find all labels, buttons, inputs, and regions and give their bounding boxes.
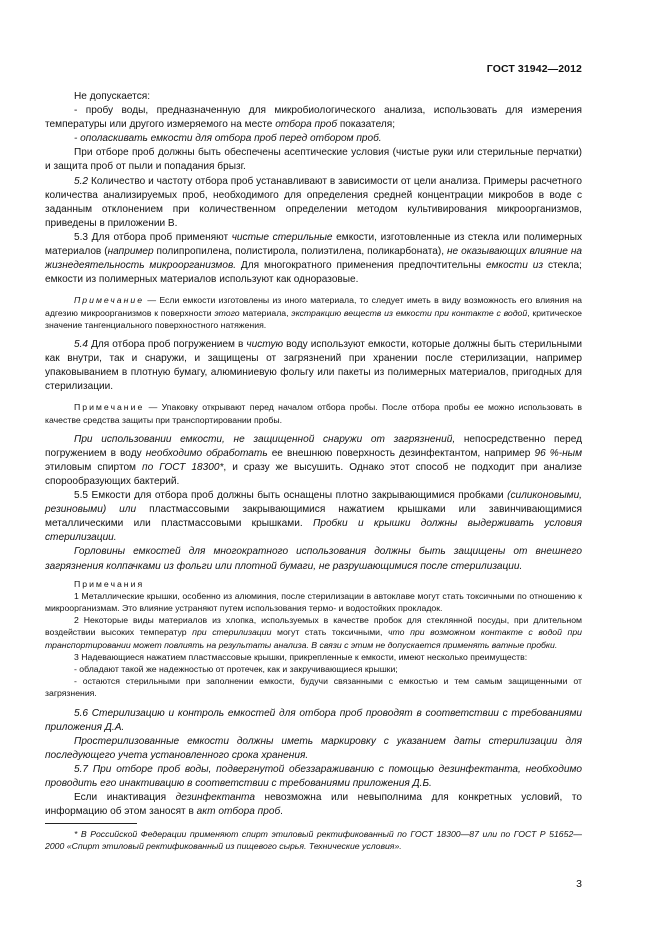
clause-5-4-unprotected: При использовании емкости, не защищенной снаружи от загрязнений, непосредственно перед погружением в воду необходимо обработать ее внешнюю поверхность дезинфектантом, например 96 %-ным этиловым спиртом по ГОСТ 18300*, и сразу же высушить. Однако этот способ не подходит при анализе спорообразующих бактерий.: [45, 433, 583, 487]
prohibited-heading: Не допускается:: [74, 91, 151, 102]
clause-5-4: 5.4 Для отбора проб погружением в чистую воду используют емкости, которые должны быть стерильными как внутри, так и снаружи, и защищены от загрязнений при хранении после стерилизации, например упаковыванием в плотную бумагу, алюминиевую фольгу или пакеты из полимерных материалов, пригодных для стерилизации.: [45, 338, 582, 393]
clause-5-7: 5.7 При отборе проб воды, подвергнутой обеззараживанию с помощью дезинфектанта, необходимо проводить его инактивацию в соответствии с требованиями приложения Д.Б.: [45, 764, 582, 790]
note-5-3: Примечание — Если емкости изготовлены из иного материала, то следует иметь в виду возможность его влияния на адгезию микроорганизмов к поверхности этого материала, экстракцию веществ из емкости при контакте с водой, критическое значение тангенциального поверхностного натяжения.: [45, 295, 582, 330]
clause-5-5: 5.5 Емкости для отбора проб должны быть оснащены плотно закрывающимися пробками (силиконовыми, резиновыми) или пластмассовыми закрывающимися нажатием крышками или завинчивающимися металлическими или пластмассовыми крышками. Пробки и крышки должны выдерживать условия стерилизации.: [45, 490, 583, 544]
page-number: 3: [576, 878, 582, 890]
prohibited-item-2: - ополаскивать емкости для отбора проб перед отбором проб.: [74, 133, 382, 145]
note-5-5-3-item-a: - обладают такой же надежностью от протечек, как и закручивающиеся крышки;: [74, 664, 398, 675]
standard-code-header: ГОСТ 31942—2012: [486, 63, 582, 75]
clause-5-5-necks: Горловины емкостей для многократного использования должны быть защищены от внешнего загрязнения колпачками из фольги или плотной бумаги, не разрушающимися после стерилизации.: [45, 546, 582, 572]
aseptic-conditions-paragraph: При отборе проб должны быть обеспечены асептические условия (чистые руки или стерильные перчатки) и защита проб от пыли и попадания брызг.: [45, 147, 582, 173]
clause-5-2: 5.2 Количество и частоту отбора проб устанавливают в зависимости от цели анализа. Примеры расчетного количества анализируемых проб, необходимого для определения средней концентрации микробов в воде с заданным отклонением при количественном определении методом культивирования микроорганизмов, приведены в приложении В.: [45, 175, 582, 229]
prohibited-item-1: - пробу воды, предназначенную для микробиологического анализа, использовать для измерения температуры или другого измеряемого на месте отбора проб показателя;: [45, 105, 582, 131]
page-content: [45, 90, 582, 819]
note-5-4: Примечание — Упаковку открывают перед началом отбора пробы. После отбора пробы ее можно использовать в качестве средства защиты при транспортировании пробы.: [45, 402, 582, 425]
clause-5-3: 5.3 Для отбора проб применяют чистые стерильные емкости, изготовленные из стекла или полимерных материалов (например полипропилена, полистирола, полиэтилена, поликарбоната), не оказывающих влияние на жизнедеятельность микроорганизмов. Для многократного применения предпочтительны емкости из стекла; емкости из полимерных материалов используют как одноразовые.: [45, 231, 583, 286]
clause-5-6: 5.6 Стерилизацию и контроль емкостей для отбора проб проводят в соответствии с требованиями приложения Д.А.: [45, 707, 582, 733]
notes-heading: Примечания: [74, 578, 145, 589]
footnote-divider: [45, 823, 137, 824]
clause-5-6-marking: Простерилизованные емкости должны иметь маркировку с указанием даты стерилизации для последующего учета установленного срока хранения.: [45, 735, 582, 761]
note-5-5-3-item-b: - остаются стерильными при заполнении емкости, будучи связанными с емкостью и тем самым защищенными от загрязнения.: [45, 676, 582, 699]
clause-5-7-inactivation: Если инактивация дезинфектанта невозможна или невыполнима для конкретных условий, то информацию об этом заносят в акт отбора проб.: [45, 792, 582, 818]
footnote: * В Российской Федерации применяют спирт этиловый ректификованный по ГОСТ 18300—87 или по ГОСТ Р 51652—2000 «Спирт этиловый ректификованный из пищевого сырья. Технические условия».: [45, 829, 582, 852]
note-5-5-3: 3 Надевающиеся нажатием пластмассовые крышки, прикрепленные к емкости, имеют несколько преимуществ:: [74, 651, 528, 662]
note-5-5-1: 1 Металлические крышки, особенно из алюминия, после стерилизации в автоклаве могут стать токсичными по отношению к микроорганизмам. Это влияние устраняют путем использования термо- и водостойких прокладок.: [45, 590, 582, 614]
note-5-5-2: 2 Некоторые виды материалов из хлопка, используемых в качестве пробок для стеклянной посуды, при длительном воздействии высоких температур при стерилизации могут стать токсичными, что при возможном контакте с водой при транспортировании может повлиять на результаты анализа. В связи с этим не допускается применять ватные пробки.: [45, 615, 582, 650]
